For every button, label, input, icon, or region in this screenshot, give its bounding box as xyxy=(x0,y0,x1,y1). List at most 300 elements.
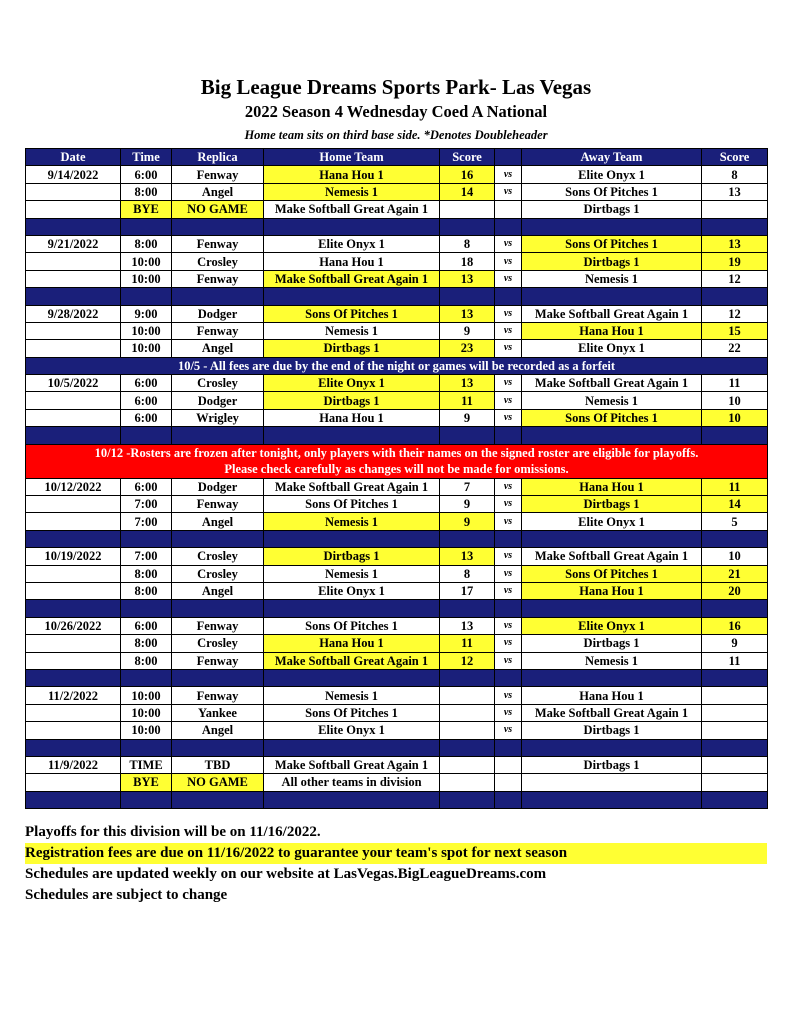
game-row xyxy=(26,183,768,200)
date-cell xyxy=(26,340,121,357)
home-team-cell: Nemesis 1 xyxy=(264,322,440,339)
separator-cell xyxy=(121,669,172,686)
roster-alert-row xyxy=(26,444,768,478)
date-cell: 10/19/2022 xyxy=(26,548,121,565)
home-team-cell: Sons Of Pitches 1 xyxy=(264,617,440,634)
separator-cell xyxy=(172,218,264,235)
column-header-time: Time xyxy=(121,149,172,166)
vs-cell: vs xyxy=(495,340,522,357)
home-score-cell: 7 xyxy=(440,478,495,495)
date-cell xyxy=(26,565,121,582)
separator-cell xyxy=(495,739,522,756)
home-score-cell: 13 xyxy=(440,375,495,392)
separator-cell xyxy=(522,600,702,617)
away-score-cell: 11 xyxy=(702,478,768,495)
home-team-cell: Make Softball Great Again 1 xyxy=(264,478,440,495)
away-team-cell: Make Softball Great Again 1 xyxy=(522,375,702,392)
separator-cell xyxy=(702,218,768,235)
replica-cell: Angel xyxy=(172,340,264,357)
separator-cell xyxy=(440,427,495,444)
replica-cell: Yankee xyxy=(172,704,264,721)
game-row xyxy=(26,409,768,426)
replica-cell: Crosley xyxy=(172,253,264,270)
separator-cell xyxy=(495,218,522,235)
separator-cell xyxy=(264,600,440,617)
away-score-cell: 15 xyxy=(702,322,768,339)
replica-cell: Angel xyxy=(172,513,264,530)
date-cell: 9/14/2022 xyxy=(26,166,121,183)
separator-cell xyxy=(440,218,495,235)
separator-cell xyxy=(440,288,495,305)
time-cell: 8:00 xyxy=(121,183,172,200)
date-cell xyxy=(26,722,121,739)
home-team-cell: Dirtbags 1 xyxy=(264,548,440,565)
home-score-cell: 18 xyxy=(440,253,495,270)
away-team-cell: Elite Onyx 1 xyxy=(522,340,702,357)
away-team-cell: Dirtbags 1 xyxy=(522,722,702,739)
vs-cell: vs xyxy=(495,253,522,270)
away-score-cell xyxy=(702,201,768,218)
replica-cell: Crosley xyxy=(172,548,264,565)
separator-cell xyxy=(264,288,440,305)
week-separator-row xyxy=(26,791,768,808)
vs-cell: vs xyxy=(495,687,522,704)
game-row xyxy=(26,513,768,530)
home-team-cell: Elite Onyx 1 xyxy=(264,722,440,739)
separator-cell xyxy=(172,739,264,756)
replica-cell: Fenway xyxy=(172,617,264,634)
home-score-cell: 13 xyxy=(440,305,495,322)
away-team-cell: Dirtbags 1 xyxy=(522,496,702,513)
replica-cell: Fenway xyxy=(172,687,264,704)
week-separator-row xyxy=(26,427,768,444)
footer-line: Schedules are updated weekly on our website at LasVegas.BigLeagueDreams.com xyxy=(25,866,547,882)
footer-line: Playoffs for this division will be on 11/16/2022. xyxy=(25,824,321,840)
time-cell: 10:00 xyxy=(121,270,172,287)
game-row xyxy=(26,774,768,791)
home-score-cell: 9 xyxy=(440,322,495,339)
separator-cell xyxy=(264,530,440,547)
date-cell xyxy=(26,183,121,200)
column-header-home-score: Score xyxy=(440,149,495,166)
time-cell: 8:00 xyxy=(121,582,172,599)
away-score-cell: 9 xyxy=(702,635,768,652)
date-cell: 11/2/2022 xyxy=(26,687,121,704)
game-row xyxy=(26,305,768,322)
away-score-cell: 11 xyxy=(702,652,768,669)
separator-cell xyxy=(702,530,768,547)
separator-cell xyxy=(26,218,121,235)
time-cell: 10:00 xyxy=(121,722,172,739)
date-cell xyxy=(26,270,121,287)
replica-cell: Wrigley xyxy=(172,409,264,426)
column-header-replica: Replica xyxy=(172,149,264,166)
separator-cell xyxy=(440,600,495,617)
home-team-cell: Dirtbags 1 xyxy=(264,340,440,357)
game-row xyxy=(26,548,768,565)
footer-line: Registration fees are due on 11/16/2022 to guarantee your team's spot for next season xyxy=(25,843,767,864)
away-team-cell: Hana Hou 1 xyxy=(522,478,702,495)
week-separator-row xyxy=(26,600,768,617)
separator-cell xyxy=(264,791,440,808)
column-header-vs xyxy=(495,149,522,166)
away-team-cell: Make Softball Great Again 1 xyxy=(522,305,702,322)
date-cell xyxy=(26,635,121,652)
game-row xyxy=(26,722,768,739)
replica-cell: Crosley xyxy=(172,635,264,652)
away-score-cell: 13 xyxy=(702,235,768,252)
time-cell: 7:00 xyxy=(121,548,172,565)
time-cell: 6:00 xyxy=(121,375,172,392)
date-cell xyxy=(26,774,121,791)
home-score-cell: 11 xyxy=(440,635,495,652)
time-cell: 10:00 xyxy=(121,322,172,339)
home-score-cell xyxy=(440,704,495,721)
separator-cell xyxy=(264,739,440,756)
away-team-cell: Elite Onyx 1 xyxy=(522,617,702,634)
replica-cell: Fenway xyxy=(172,322,264,339)
separator-cell xyxy=(522,288,702,305)
page-title: Big League Dreams Sports Park- Las Vegas xyxy=(200,75,592,99)
home-score-cell: 13 xyxy=(440,270,495,287)
home-team-cell: Nemesis 1 xyxy=(264,183,440,200)
away-team-cell: Sons Of Pitches 1 xyxy=(522,565,702,582)
separator-cell xyxy=(121,427,172,444)
time-cell: 7:00 xyxy=(121,496,172,513)
page-subtitle: 2022 Season 4 Wednesday Coed A National xyxy=(244,102,548,121)
away-score-cell: 21 xyxy=(702,565,768,582)
roster-alert-line: Please check carefully as changes will not be made for omissions. xyxy=(224,462,569,477)
separator-cell xyxy=(264,218,440,235)
home-team-cell: Hana Hou 1 xyxy=(264,166,440,183)
separator-cell xyxy=(522,427,702,444)
separator-cell xyxy=(26,669,121,686)
separator-cell xyxy=(702,427,768,444)
home-team-cell: All other teams in division xyxy=(264,774,440,791)
separator-cell xyxy=(522,218,702,235)
time-cell: 9:00 xyxy=(121,305,172,322)
separator-cell xyxy=(172,791,264,808)
replica-cell: Crosley xyxy=(172,375,264,392)
away-team-cell: Hana Hou 1 xyxy=(522,322,702,339)
date-cell xyxy=(26,409,121,426)
away-score-cell: 8 xyxy=(702,166,768,183)
away-team-cell: Hana Hou 1 xyxy=(522,687,702,704)
separator-cell xyxy=(495,600,522,617)
home-score-cell: 16 xyxy=(440,166,495,183)
separator-cell xyxy=(440,791,495,808)
replica-cell: Angel xyxy=(172,582,264,599)
home-score-cell: 9 xyxy=(440,409,495,426)
vs-cell: vs xyxy=(495,704,522,721)
vs-cell: vs xyxy=(495,478,522,495)
game-row xyxy=(26,235,768,252)
home-team-cell: Hana Hou 1 xyxy=(264,409,440,426)
column-header-away-score: Score xyxy=(702,149,768,166)
separator-cell xyxy=(702,791,768,808)
notice-banner-row xyxy=(26,357,768,374)
replica-cell: Dodger xyxy=(172,478,264,495)
vs-cell: vs xyxy=(495,322,522,339)
away-score-cell: 16 xyxy=(702,617,768,634)
away-team-cell: Dirtbags 1 xyxy=(522,635,702,652)
date-cell xyxy=(26,652,121,669)
time-cell: 10:00 xyxy=(121,704,172,721)
away-team-cell: Elite Onyx 1 xyxy=(522,513,702,530)
vs-cell xyxy=(495,756,522,773)
game-row xyxy=(26,582,768,599)
away-team-cell: Sons Of Pitches 1 xyxy=(522,235,702,252)
separator-cell xyxy=(702,288,768,305)
home-team-cell: Nemesis 1 xyxy=(264,687,440,704)
away-score-cell: 22 xyxy=(702,340,768,357)
home-score-cell: 13 xyxy=(440,548,495,565)
column-header-date: Date xyxy=(26,149,121,166)
vs-cell: vs xyxy=(495,565,522,582)
away-team-cell: Sons Of Pitches 1 xyxy=(522,183,702,200)
replica-cell: Dodger xyxy=(172,305,264,322)
away-score-cell: 11 xyxy=(702,375,768,392)
game-row xyxy=(26,756,768,773)
date-cell xyxy=(26,392,121,409)
home-score-cell: 13 xyxy=(440,617,495,634)
column-header-away-team: Away Team xyxy=(522,149,702,166)
away-score-cell xyxy=(702,704,768,721)
away-score-cell: 10 xyxy=(702,409,768,426)
home-team-cell: Sons Of Pitches 1 xyxy=(264,496,440,513)
game-row xyxy=(26,496,768,513)
home-score-cell: 8 xyxy=(440,235,495,252)
home-score-cell xyxy=(440,687,495,704)
time-cell: 6:00 xyxy=(121,409,172,426)
away-score-cell: 12 xyxy=(702,305,768,322)
time-cell: 6:00 xyxy=(121,478,172,495)
game-row xyxy=(26,166,768,183)
game-row xyxy=(26,340,768,357)
away-score-cell xyxy=(702,756,768,773)
separator-cell xyxy=(495,288,522,305)
date-cell: 10/26/2022 xyxy=(26,617,121,634)
time-cell: 10:00 xyxy=(121,687,172,704)
home-score-cell: 14 xyxy=(440,183,495,200)
separator-cell xyxy=(26,288,121,305)
separator-cell xyxy=(495,530,522,547)
separator-cell xyxy=(702,739,768,756)
date-cell xyxy=(26,513,121,530)
game-row xyxy=(26,270,768,287)
game-row xyxy=(26,253,768,270)
separator-cell xyxy=(440,530,495,547)
separator-cell xyxy=(26,739,121,756)
schedule-table xyxy=(25,148,768,809)
vs-cell: vs xyxy=(495,582,522,599)
vs-cell: vs xyxy=(495,513,522,530)
time-cell: 7:00 xyxy=(121,513,172,530)
date-cell: 9/28/2022 xyxy=(26,305,121,322)
footer-line: Schedules are subject to change xyxy=(25,887,228,903)
away-score-cell: 5 xyxy=(702,513,768,530)
date-cell xyxy=(26,253,121,270)
home-score-cell: 12 xyxy=(440,652,495,669)
vs-cell: vs xyxy=(495,652,522,669)
footer-notes xyxy=(25,822,767,906)
separator-cell xyxy=(26,530,121,547)
time-cell: 8:00 xyxy=(121,652,172,669)
away-team-cell: Dirtbags 1 xyxy=(522,756,702,773)
separator-cell xyxy=(172,669,264,686)
home-score-cell: 11 xyxy=(440,392,495,409)
away-team-cell: Sons Of Pitches 1 xyxy=(522,409,702,426)
home-team-cell: Elite Onyx 1 xyxy=(264,582,440,599)
away-team-cell: Nemesis 1 xyxy=(522,270,702,287)
away-score-cell: 19 xyxy=(702,253,768,270)
time-cell: 8:00 xyxy=(121,565,172,582)
separator-cell xyxy=(702,669,768,686)
date-cell: 10/5/2022 xyxy=(26,375,121,392)
time-cell: 6:00 xyxy=(121,617,172,634)
roster-alert-line: 10/12 -Rosters are frozen after tonight, only players with their names on the signed roster are eligible for playoffs. xyxy=(94,446,699,461)
replica-cell: Fenway xyxy=(172,166,264,183)
vs-cell: vs xyxy=(495,496,522,513)
vs-cell: vs xyxy=(495,722,522,739)
replica-cell: Dodger xyxy=(172,392,264,409)
game-row xyxy=(26,565,768,582)
away-score-cell: 12 xyxy=(702,270,768,287)
time-cell: 10:00 xyxy=(121,340,172,357)
home-team-cell: Nemesis 1 xyxy=(264,565,440,582)
separator-cell xyxy=(121,530,172,547)
home-score-cell xyxy=(440,756,495,773)
separator-cell xyxy=(702,600,768,617)
home-score-cell xyxy=(440,774,495,791)
home-team-cell: Sons Of Pitches 1 xyxy=(264,305,440,322)
replica-cell: Crosley xyxy=(172,565,264,582)
time-cell: TIME xyxy=(121,756,172,773)
away-score-cell: 14 xyxy=(702,496,768,513)
week-separator-row xyxy=(26,218,768,235)
separator-cell xyxy=(495,427,522,444)
separator-cell xyxy=(26,791,121,808)
separator-cell xyxy=(495,669,522,686)
home-team-cell: Sons Of Pitches 1 xyxy=(264,704,440,721)
away-team-cell xyxy=(522,774,702,791)
away-team-cell: Dirtbags 1 xyxy=(522,253,702,270)
home-score-cell: 9 xyxy=(440,496,495,513)
away-score-cell: 13 xyxy=(702,183,768,200)
home-score-cell xyxy=(440,722,495,739)
replica-cell: Fenway xyxy=(172,652,264,669)
separator-cell xyxy=(522,669,702,686)
away-score-cell xyxy=(702,774,768,791)
date-cell: 9/21/2022 xyxy=(26,235,121,252)
away-team-cell: Elite Onyx 1 xyxy=(522,166,702,183)
replica-cell: TBD xyxy=(172,756,264,773)
separator-cell xyxy=(522,530,702,547)
column-header-home-team: Home Team xyxy=(264,149,440,166)
vs-cell: vs xyxy=(495,270,522,287)
date-cell xyxy=(26,704,121,721)
game-row xyxy=(26,652,768,669)
date-cell xyxy=(26,201,121,218)
home-team-cell: Make Softball Great Again 1 xyxy=(264,652,440,669)
vs-cell: vs xyxy=(495,409,522,426)
vs-cell: vs xyxy=(495,235,522,252)
game-row xyxy=(26,375,768,392)
replica-cell: Angel xyxy=(172,722,264,739)
home-team-cell: Elite Onyx 1 xyxy=(264,375,440,392)
separator-cell xyxy=(26,600,121,617)
home-team-cell: Make Softball Great Again 1 xyxy=(264,756,440,773)
home-team-cell: Nemesis 1 xyxy=(264,513,440,530)
roster-alert xyxy=(26,444,768,478)
separator-cell xyxy=(522,791,702,808)
date-cell: 10/12/2022 xyxy=(26,478,121,495)
game-row xyxy=(26,478,768,495)
schedule-note: Home team sits on third base side. *Denotes Doubleheader xyxy=(244,128,548,142)
away-team-cell: Nemesis 1 xyxy=(522,652,702,669)
separator-cell xyxy=(172,600,264,617)
vs-cell: vs xyxy=(495,617,522,634)
table-header-row xyxy=(26,149,768,166)
vs-cell: vs xyxy=(495,392,522,409)
game-row xyxy=(26,617,768,634)
separator-cell xyxy=(440,669,495,686)
separator-cell xyxy=(172,530,264,547)
replica-cell: Fenway xyxy=(172,270,264,287)
home-team-cell: Dirtbags 1 xyxy=(264,392,440,409)
game-row xyxy=(26,322,768,339)
time-cell: 8:00 xyxy=(121,235,172,252)
home-score-cell: 17 xyxy=(440,582,495,599)
separator-cell xyxy=(264,669,440,686)
week-separator-row xyxy=(26,530,768,547)
time-cell: BYE xyxy=(121,774,172,791)
home-team-cell: Make Softball Great Again 1 xyxy=(264,270,440,287)
vs-cell: vs xyxy=(495,305,522,322)
vs-cell xyxy=(495,201,522,218)
vs-cell: vs xyxy=(495,635,522,652)
away-score-cell: 10 xyxy=(702,548,768,565)
separator-cell xyxy=(121,739,172,756)
home-score-cell: 23 xyxy=(440,340,495,357)
date-cell xyxy=(26,582,121,599)
away-team-cell: Hana Hou 1 xyxy=(522,582,702,599)
vs-cell: vs xyxy=(495,166,522,183)
home-team-cell: Hana Hou 1 xyxy=(264,635,440,652)
separator-cell xyxy=(440,739,495,756)
away-team-cell: Dirtbags 1 xyxy=(522,201,702,218)
time-cell: BYE xyxy=(121,201,172,218)
home-team-cell: Make Softball Great Again 1 xyxy=(264,201,440,218)
replica-cell: Fenway xyxy=(172,496,264,513)
away-score-cell xyxy=(702,722,768,739)
game-row xyxy=(26,687,768,704)
away-score-cell xyxy=(702,687,768,704)
separator-cell xyxy=(121,288,172,305)
week-separator-row xyxy=(26,739,768,756)
week-separator-row xyxy=(26,288,768,305)
game-row xyxy=(26,392,768,409)
separator-cell xyxy=(121,218,172,235)
game-row xyxy=(26,635,768,652)
vs-cell: vs xyxy=(495,375,522,392)
separator-cell xyxy=(522,739,702,756)
vs-cell: vs xyxy=(495,548,522,565)
home-score-cell: 9 xyxy=(440,513,495,530)
time-cell: 6:00 xyxy=(121,392,172,409)
game-row xyxy=(26,704,768,721)
separator-cell xyxy=(172,427,264,444)
